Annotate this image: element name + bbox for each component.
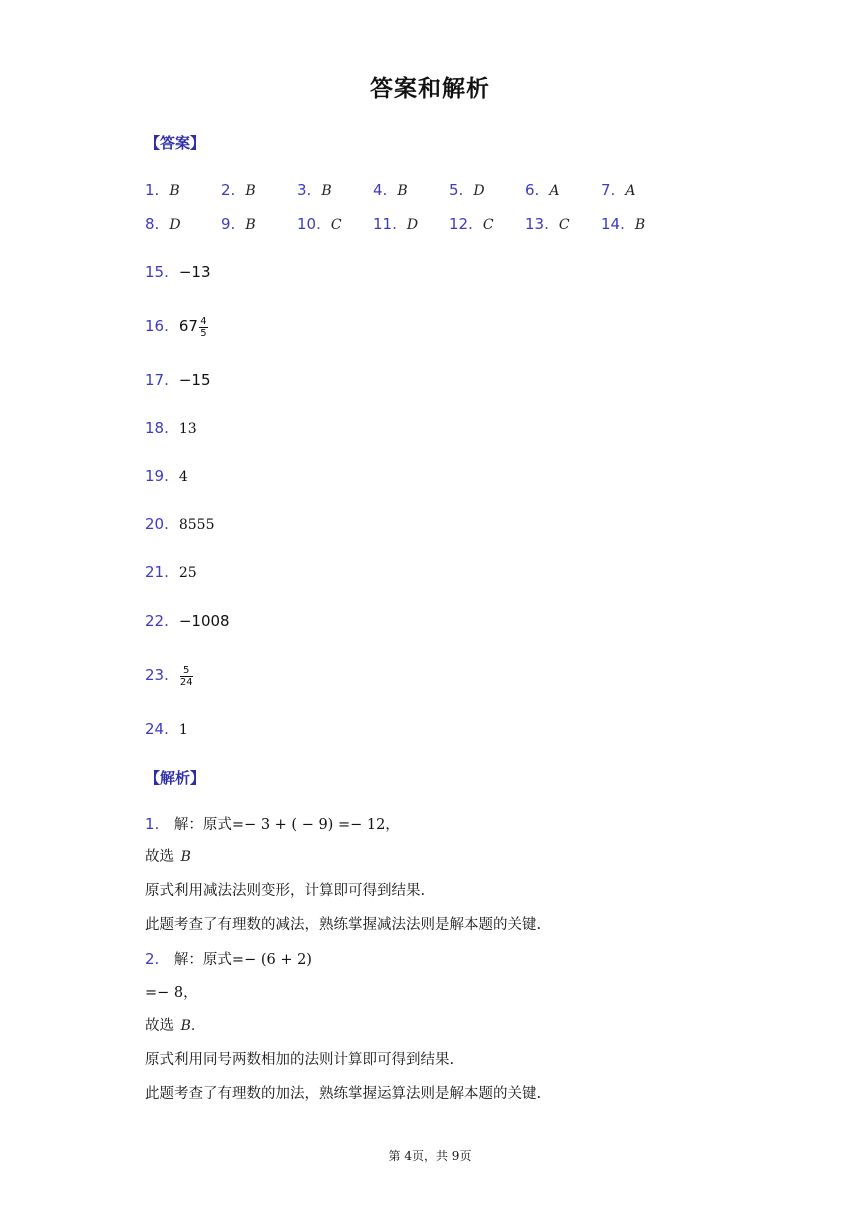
mc-item: [297, 181, 332, 199]
fraction-denominator: 5: [200, 327, 207, 339]
answer-value: 67: [178, 317, 198, 335]
mc-item: [449, 181, 485, 199]
answer-option: B: [245, 217, 256, 233]
answer-option: B: [245, 183, 256, 199]
analysis-q2-line1: [145, 948, 312, 971]
question-number: 12.: [449, 215, 473, 233]
solution-math: =− 3 + ( − 9) =− 12，: [231, 817, 400, 833]
mc-item: [449, 215, 494, 233]
question-number: 11.: [373, 215, 397, 233]
question-number: 9.: [221, 215, 236, 233]
question-number: 20.: [145, 515, 169, 533]
mc-item: [145, 215, 181, 233]
solution-math: =− (6 + 2): [231, 952, 312, 968]
choice-text: 故选: [145, 1018, 174, 1034]
question-number: 2.: [221, 181, 236, 199]
answer-option: D: [473, 183, 485, 199]
answer-option: D: [169, 217, 181, 233]
mc-item: [373, 181, 408, 199]
page-title: 答案和解析: [370, 76, 490, 102]
mc-item: [525, 215, 570, 233]
fill-answer-15: [145, 259, 211, 285]
answer-option: B: [321, 183, 332, 199]
analysis-q2-line5: 此题考查了有理数的加法，熟练掌握运算法则是解本题的关键.: [145, 1086, 542, 1102]
question-number: 1.: [145, 815, 160, 833]
answer-option: C: [482, 217, 494, 233]
question-number: 24.: [145, 720, 169, 738]
fill-answer-23: [145, 662, 193, 688]
choice-text: 故选: [145, 849, 174, 865]
question-number: 18.: [145, 419, 169, 437]
answer-option: C: [330, 217, 342, 233]
fill-answer-19: [145, 463, 188, 489]
choice-option: B: [180, 849, 191, 865]
mc-item: [601, 181, 635, 199]
fill-answer-22: [145, 608, 230, 634]
question-number: 14.: [601, 215, 625, 233]
fill-answer-18: [145, 415, 197, 441]
question-number: 7.: [601, 181, 616, 199]
fill-answer-17: [145, 367, 211, 393]
mc-item: [145, 181, 180, 199]
mc-item: [221, 181, 256, 199]
question-number: 5.: [449, 181, 464, 199]
analysis-q2-line3: [145, 1015, 195, 1037]
answer-option: C: [558, 217, 570, 233]
fill-answer-24: [145, 716, 188, 742]
question-number: 16.: [145, 317, 169, 335]
mc-item: [221, 215, 256, 233]
answer-value: −1008: [178, 612, 230, 630]
answer-value: 1: [178, 722, 188, 738]
solution-prefix: 解：原式: [173, 817, 232, 833]
choice-option: B.: [180, 1018, 196, 1034]
page-footer: 第 4页，共 9页: [388, 1149, 472, 1163]
answer-option: D: [406, 217, 419, 233]
question-number: 4.: [373, 181, 388, 199]
fraction-numerator: 4: [200, 315, 207, 327]
mc-item: [297, 215, 342, 233]
analysis-q1-line3: 原式利用减法法则变形，计算即可得到结果.: [145, 883, 426, 899]
question-number: 3.: [297, 181, 312, 199]
question-number: 17.: [145, 371, 169, 389]
answer-option: B: [169, 183, 180, 199]
question-number: 15.: [145, 263, 169, 281]
answer-value: −15: [178, 371, 211, 389]
question-number: 23.: [145, 666, 169, 684]
analysis-q1-line4: 此题考查了有理数的减法，熟练掌握减法法则是解本题的关键.: [145, 917, 542, 933]
answer-value: 25: [178, 565, 197, 581]
question-number: 22.: [145, 612, 169, 630]
question-number: 21.: [145, 563, 169, 581]
answer-option: B: [634, 217, 646, 233]
solution-prefix: 解：原式: [173, 952, 232, 968]
answer-option: A: [625, 183, 636, 199]
analysis-heading: 【解析】: [145, 769, 206, 787]
fill-answer-20: [145, 511, 215, 537]
fill-answer-16: [145, 313, 208, 339]
fraction: [199, 316, 208, 339]
answer-value: 8555: [178, 517, 215, 533]
question-number: 13.: [525, 215, 549, 233]
analysis-q2-line4: 原式利用同号两数相加的法则计算即可得到结果.: [145, 1052, 455, 1068]
fraction-denominator: 24: [179, 676, 193, 688]
analysis-q1-line2: [145, 846, 191, 868]
question-number: 10.: [297, 215, 321, 233]
answer-option: A: [549, 183, 560, 199]
question-number: 6.: [525, 181, 540, 199]
answer-option: B: [397, 183, 408, 199]
question-number: 19.: [145, 467, 169, 485]
answer-value: −13: [178, 263, 211, 281]
question-number: 1.: [145, 181, 160, 199]
answer-value: 4: [178, 469, 188, 485]
mc-item: [601, 215, 645, 233]
question-number: 2.: [145, 950, 160, 968]
fraction-numerator: 5: [183, 664, 190, 676]
fraction: [180, 665, 193, 688]
mc-item: [525, 181, 559, 199]
fill-answer-21: [145, 559, 197, 585]
answer-heading: 【答案】: [145, 134, 206, 152]
mc-item: [373, 215, 418, 233]
answer-value: 13: [178, 421, 197, 437]
analysis-q2-line2: =− 8，: [145, 985, 198, 1001]
question-number: 8.: [145, 215, 160, 233]
analysis-q1-line1: [145, 813, 400, 836]
